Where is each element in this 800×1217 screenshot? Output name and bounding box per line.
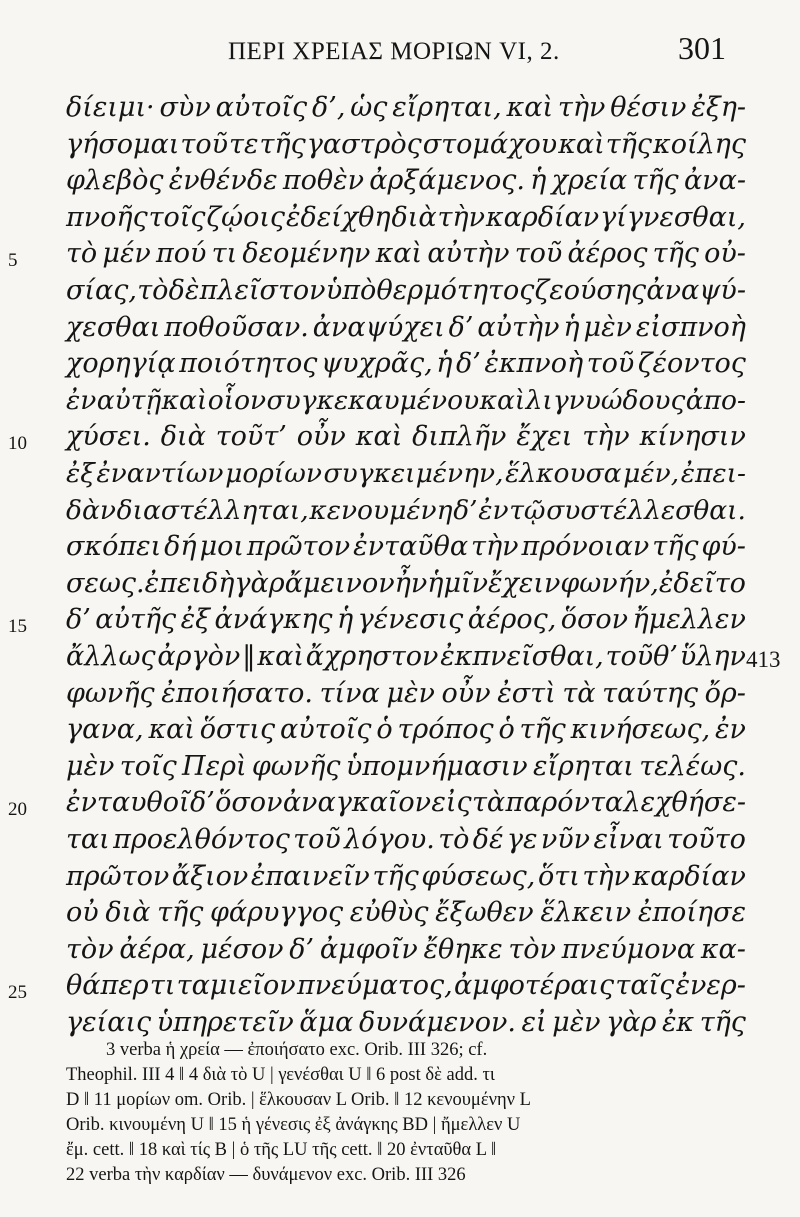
line-number: 25 bbox=[8, 982, 27, 1004]
running-head: ΠΕΡΙ ΧΡΕΙΑΣ ΜΟΡΙΩΝ VI, 2. bbox=[228, 38, 560, 65]
line-text: μὲν τοῖς Περὶ φωνῆς ὑπομνήμασιν εἴρηται τελέως. bbox=[66, 750, 746, 782]
line-text: φλεβὸς ἐνθένδε ποθὲν ἀρξάμενος. ἡ χρεία τῆς ἀνα- bbox=[66, 165, 746, 197]
line-text: γήσομαι τοῦ τε τῆς γαστρὸς στομάχου καὶ τῆς κοίλης bbox=[66, 128, 746, 160]
line-text: χεσθαι ποθοῦσαν. ἀναψύχει δ’ αὐτὴν ἡ μὲν εἰσπνοὴ bbox=[66, 311, 746, 343]
line-text: χύσει. διὰ τοῦτ’ οὖν καὶ διπλῆν ἔχει τὴν κίνησιν bbox=[66, 421, 746, 453]
line-text: ται προελθόντος τοῦ λόγου. τὸ δέ γε νῦν εἶναι τοῦτο bbox=[66, 824, 746, 855]
line-number: 15 bbox=[8, 616, 27, 638]
line-text: τὸν ἀέρα, μέσον δ’ ἀμφοῖν ἔθηκε τὸν πνεύμονα κα- bbox=[66, 933, 746, 965]
line-text: πνοῆς τοῖς ζῴοις ἐδείχθη διὰ τὴν καρδίαν γίγνεσθαι, bbox=[66, 201, 746, 233]
line-text: φωνῆς ἐποιήσατο. τίνα μὲν οὖν ἐστὶ τὰ ταύτης ὄρ- bbox=[66, 677, 746, 709]
line-text: δ’ αὐτῆς ἐξ ἀνάγκης ἡ γένεσις ἀέρος, ὅσον ἤμελλεν bbox=[66, 604, 746, 636]
critical-apparatus bbox=[66, 1040, 756, 1190]
line-text: ἐξ ἐναντίων μορίων συγκειμένην, ἕλκουσα μέν, ἐπει- bbox=[66, 458, 746, 489]
apparatus-line: D ‖ 11 μορίων om. Orib. | ἕλκουσαν L Orib. ‖ 12 κενουμένην L bbox=[66, 1090, 531, 1110]
apparatus-line: Theophil. III 4 ‖ 4 διὰ τὸ U | γενέσθαι U ‖ 6 post δὲ add. τι bbox=[66, 1065, 495, 1085]
line-text: ἄλλως ἀργὸν ‖ καὶ ἄχρηστον ἐκπνεῖσθαι, τοῦθ’ ὕλην bbox=[66, 641, 746, 672]
line-text: οὐ διὰ τῆς φάρυγγος εὐθὺς ἔξωθεν ἕλκειν ἐποίησε bbox=[66, 897, 746, 929]
line-number: 5 bbox=[8, 250, 18, 272]
line-text: γανα, καὶ ὅστις αὐτοῖς ὁ τρόπος ὁ τῆς κινήσεως, ἐν bbox=[66, 714, 746, 746]
line-text: ἐνταυθοῖ δ’ ὅσον ἀναγκαῖον εἰς τὰ παρόντα λεχθήσε- bbox=[66, 787, 746, 819]
margin-reference: 413 bbox=[746, 647, 781, 672]
line-text: σκόπει δή μοι πρῶτον ἐνταῦθα τὴν πρόνοιαν τῆς φύ- bbox=[66, 531, 746, 563]
page-number: 301 bbox=[678, 30, 726, 66]
page-header bbox=[0, 30, 800, 90]
apparatus-line: 3 verba ἡ χρεία — ἐποιήσατο exc. Orib. III 326; cf. bbox=[106, 1040, 488, 1060]
apparatus-line: Orib. κινουμένη U ‖ 15 ἡ γένεσις ἐξ ἀνάγκης BD | ἤμελλεν U bbox=[66, 1115, 521, 1135]
line-number: 20 bbox=[8, 799, 27, 821]
line-text: σίας, τὸ δὲ πλεῖστον ὑπὸ θερμότητος ζεούσης ἀναψύ- bbox=[66, 275, 746, 306]
line-text: θάπερ τι ταμιεῖον πνεύματος, ἀμφοτέραις ταῖς ἐνερ- bbox=[66, 970, 746, 1002]
apparatus-line: ἔμ. cett. ‖ 18 καὶ τίς B | ὁ τῆς LU τῆς cett. ‖ 20 ἐνταῦθα L ‖ bbox=[66, 1140, 497, 1160]
line-text: πρῶτον ἄξιον ἐπαινεῖν τῆς φύσεως, ὅτι τὴν καρδίαν bbox=[66, 860, 746, 892]
line-number: 10 bbox=[8, 433, 27, 455]
line-text: δὰν διαστέλληται, κενουμένη δ’ ἐν τῷ συστέλλεσθαι. bbox=[66, 494, 746, 526]
line-text: γείαις ὑπηρετεῖν ἅμα δυνάμενον. εἰ μὲν γὰρ ἐκ τῆς bbox=[66, 1007, 746, 1038]
apparatus-line: 22 verba τὴν καρδίαν — δυνάμενον exc. Orib. III 326 bbox=[66, 1165, 466, 1185]
line-text: δίειμι· σὺν αὐτοῖς δ’, ὡς εἴρηται, καὶ τὴν θέσιν ἐξη- bbox=[66, 92, 746, 123]
line-text: ἐν αὐτῇ καὶ οἷον συγκεκαυμένου καὶ λιγνυώδους ἀπο- bbox=[66, 384, 746, 416]
line-text: σεως. ἐπειδὴ γὰρ ἄμεινον ἦν ἡμῖν ἔχειν φωνήν, ἐδεῖτο bbox=[66, 567, 746, 599]
line-text: τὸ μέν πού τι δεομένην καὶ αὐτὴν τοῦ ἀέρος τῆς οὐ- bbox=[66, 238, 746, 270]
line-text: χορηγίᾳ ποιότητος ψυχρᾶς, ἡ δ’ ἐκπνοὴ τοῦ ζέοντος bbox=[66, 348, 746, 380]
